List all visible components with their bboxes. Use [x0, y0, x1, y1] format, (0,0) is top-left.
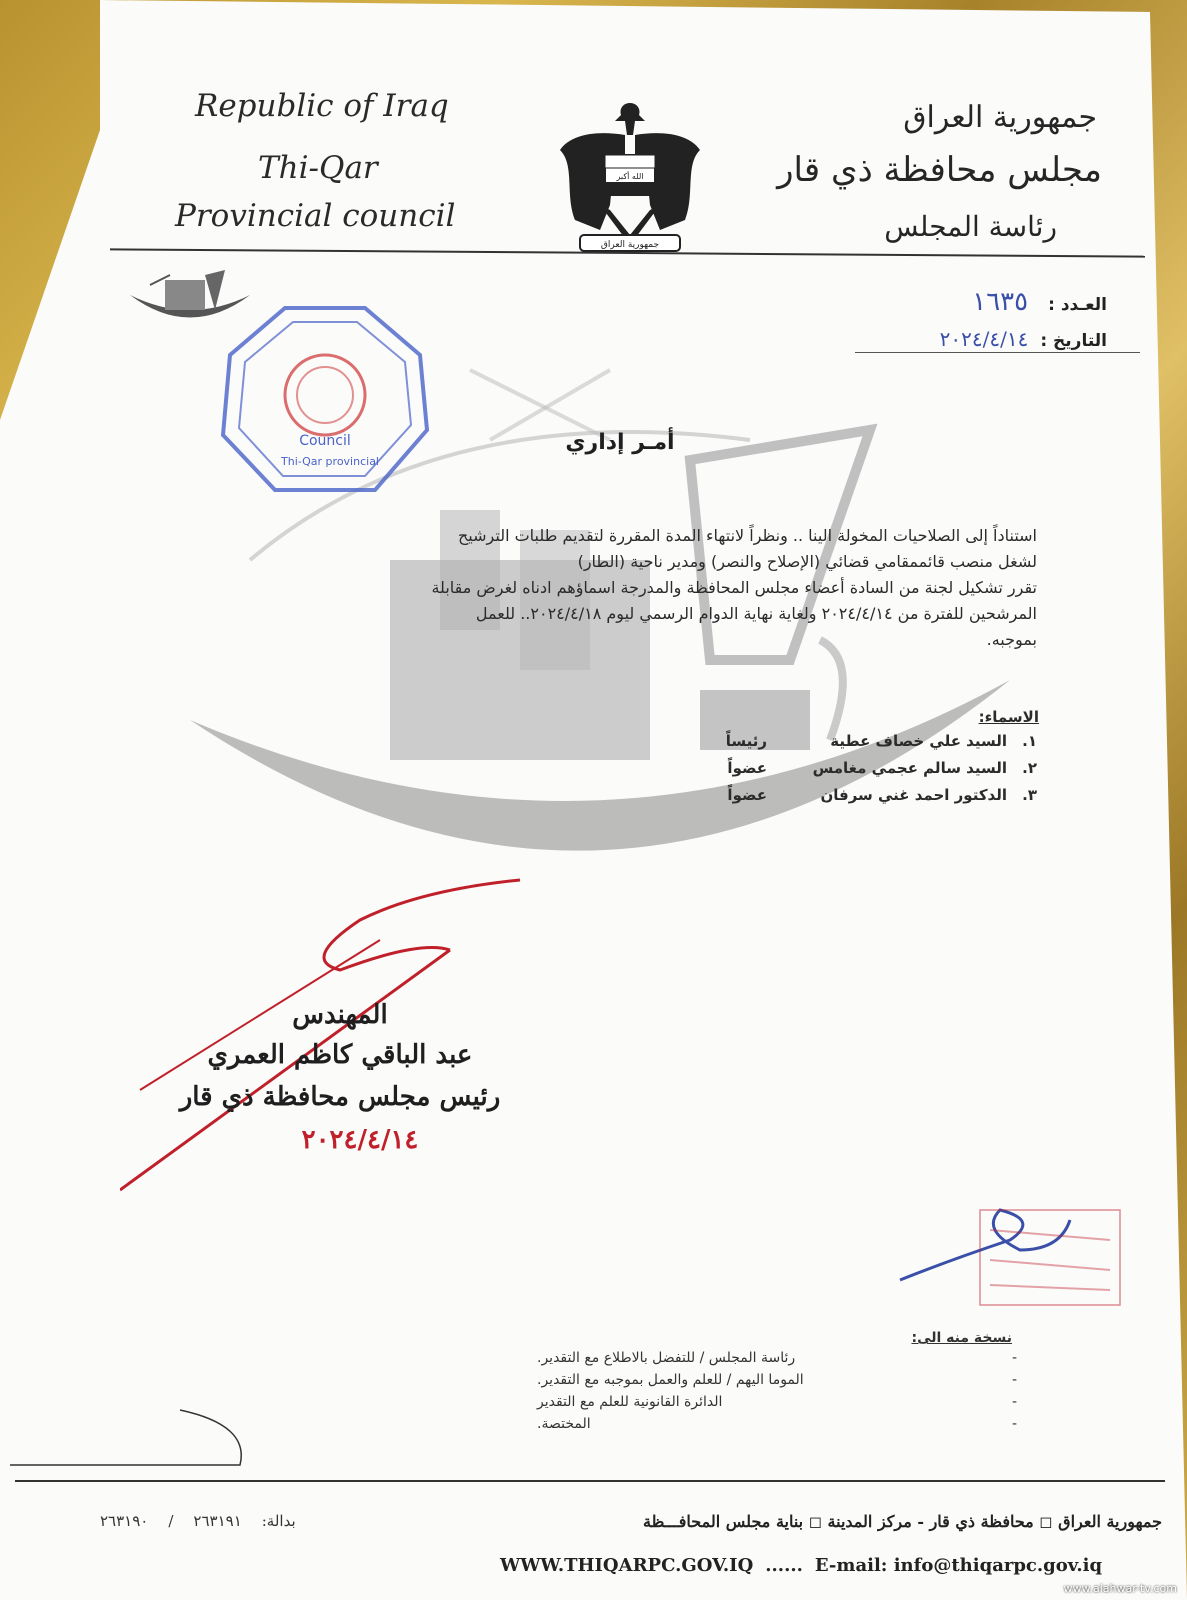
date-label: التاريخ :	[1040, 331, 1107, 351]
phone-number-1: ٢٦٣١٩١	[193, 1512, 242, 1530]
footer-divider	[15, 1480, 1165, 1482]
copy-item	[537, 1350, 1017, 1372]
copy-bullet: -	[1011, 1350, 1017, 1366]
header-en-line3: Provincial council	[175, 198, 456, 234]
copy-item	[537, 1372, 1017, 1394]
date-value: ٢٠٢٤/٤/١٤	[939, 327, 1029, 351]
member-row	[617, 786, 1037, 813]
blue-signature	[890, 1180, 1130, 1320]
members-list	[617, 732, 1037, 813]
stamp-center-text: Council	[299, 433, 351, 449]
footer-contact	[500, 1555, 1102, 1576]
header-en-line1: Republic of Iraq	[195, 88, 449, 124]
header-ar-line1: جمهورية العراق	[903, 100, 1097, 135]
copies-heading: نسخة منه الى:	[911, 1330, 1012, 1346]
copy-bullet: -	[1011, 1416, 1017, 1432]
margin-line	[10, 1405, 250, 1470]
header-ar-line2: مجلس محافظة ذي قار	[777, 150, 1102, 190]
member-name: الدكتور احمد غني سرفان	[820, 786, 1007, 804]
member-num: ٢.	[1022, 759, 1037, 777]
stamp-ring-text: Thi-Qar provincial	[281, 455, 379, 468]
copy-text: الموما اليهم / للعلم والعمل بموجبه مع التقدير.	[537, 1372, 804, 1388]
phone-label: بدالة:	[261, 1512, 296, 1530]
red-signature	[120, 860, 540, 1210]
copies-list	[537, 1350, 1017, 1438]
signature-date: ٢٠٢٤/٤/١٤	[301, 1125, 419, 1155]
members-heading: الاسماء:	[978, 708, 1039, 726]
phone-separator: /	[168, 1512, 174, 1530]
date-underline	[855, 352, 1140, 353]
para1-line1: استناداً إلى الصلاحيات المخولة الينا .. ونظراً لانتهاء المدة المقررة لتقديم طلبات الترشيح	[457, 526, 1037, 545]
para1-line2: لشغل منصب قائممقامي قضائي (الإصلاح والنصر) ومدير ناحية (الطار)	[577, 552, 1037, 571]
member-role: عضواً	[727, 786, 767, 804]
number-value: ١٦٣٥	[972, 287, 1029, 317]
para2-line2: المرشحين للفترة من ٢٠٢٤/٤/١٤ ولغاية نهاية الدوام الرسمي ليوم ٢٠٢٤/٤/١٨.. للعمل	[475, 604, 1037, 623]
copy-bullet: -	[1011, 1372, 1017, 1388]
member-role: عضواً	[727, 759, 767, 777]
footer-email: E-mail: info@thiqarpc.gov.iq	[814, 1555, 1103, 1576]
member-row	[617, 759, 1037, 786]
member-name: السيد سالم عجمي مغامس	[812, 759, 1007, 777]
emblem-motto: الله أكبر	[616, 172, 644, 181]
body-paragraph	[137, 523, 1037, 653]
number-label: العـدد :	[1048, 295, 1107, 315]
member-num: ٣.	[1022, 786, 1037, 804]
council-stamp	[215, 300, 435, 500]
copy-bullet: -	[1011, 1394, 1017, 1410]
reference-number	[972, 287, 1107, 317]
phone-number-2: ٢٦٣١٩٠	[100, 1512, 149, 1530]
signature-name: عبد الباقي كاظم العمري	[207, 1040, 473, 1070]
footer-phone	[100, 1512, 296, 1530]
signature-position: رئيس مجلس محافظة ذي قار	[179, 1082, 501, 1112]
member-role: رئيساً	[725, 732, 767, 750]
site-watermark: www.alahwar-tv.com	[1063, 1582, 1177, 1595]
header-ar-line3: رئاسة المجلس	[884, 210, 1057, 243]
reference-date	[940, 327, 1107, 351]
document-title: أمـر إداري	[565, 430, 675, 455]
header-en-line2: Thi-Qar	[258, 150, 378, 186]
footer-address: جمهورية العراق ◻ محافظة ذي قار - مركز المدينة ◻ بناية مجلس المحافـــظة	[643, 1512, 1162, 1531]
para2-line3: بموجبه.	[986, 630, 1037, 649]
emblem-banner-text: جمهورية العراق	[600, 240, 660, 250]
iraq-emblem	[555, 95, 705, 255]
copy-text: الدائرة القانونية للعلم مع التقدير	[537, 1394, 723, 1410]
copy-item	[537, 1416, 1017, 1438]
footer-website: WWW.THIQARPC.GOV.IQ	[500, 1555, 754, 1576]
copy-text: المختصة.	[537, 1416, 591, 1432]
footer-dots: ......	[765, 1555, 803, 1576]
member-name: السيد علي خصاف عطية	[830, 732, 1007, 750]
copy-item	[537, 1394, 1017, 1416]
copy-text: رئاسة المجلس / للتفضل بالاطلاع مع التقدير.	[537, 1350, 796, 1366]
signature-title: المهندس	[292, 1000, 388, 1030]
member-num: ١.	[1022, 732, 1037, 750]
para2-line1: تقرر تشكيل لجنة من السادة أعضاء مجلس المحافظة والمدرجة اسماؤهم ادناه لغرض مقابلة	[431, 578, 1037, 597]
member-row	[617, 732, 1037, 759]
